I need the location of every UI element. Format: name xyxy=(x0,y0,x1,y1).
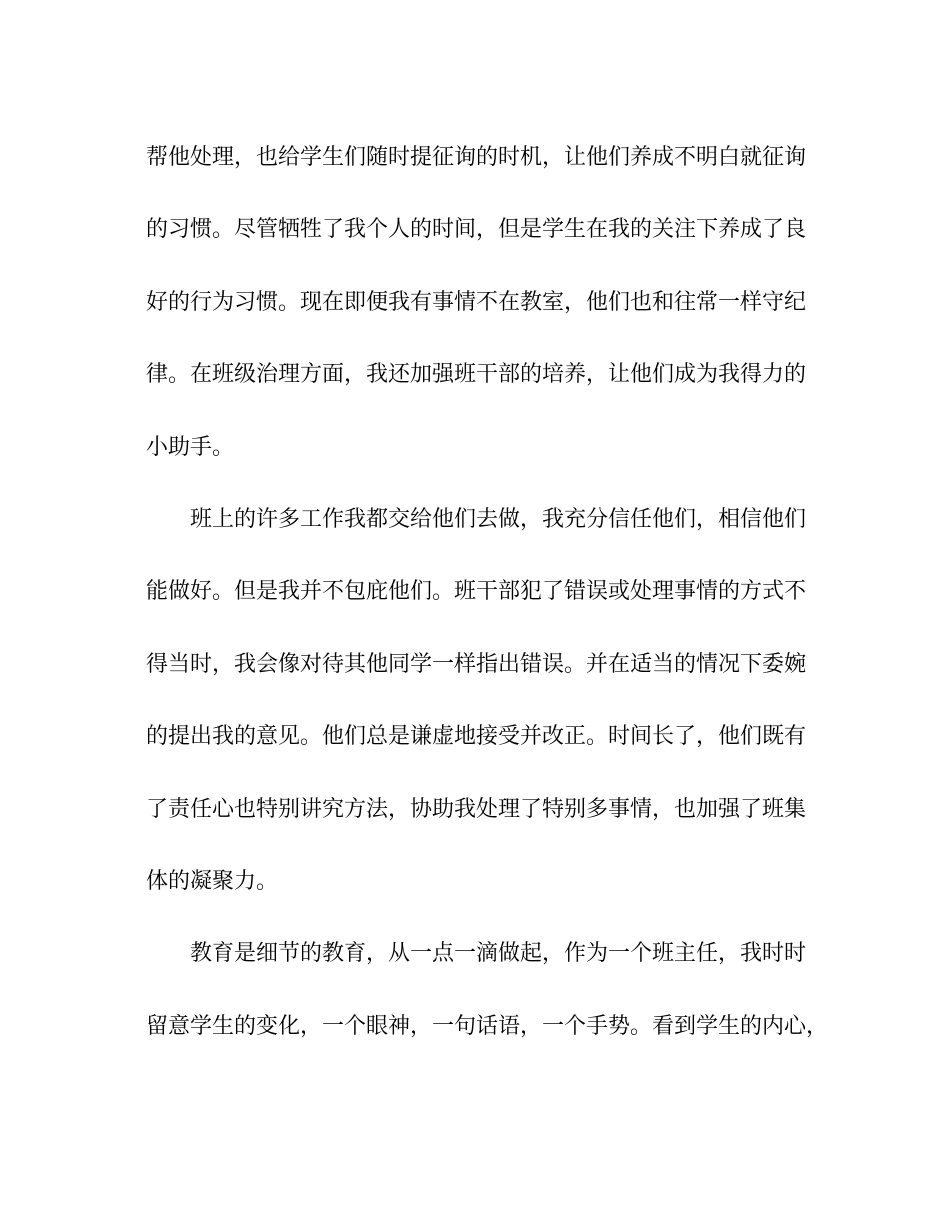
text-line: 了责任心也特别讲究方法，协助我处理了特别多事情，也加强了班集 xyxy=(146,796,807,822)
text-line: 得当时，我会像对待其他同学一样指出错误。并在适当的情况下委婉 xyxy=(146,651,807,677)
text-line: 的习惯。尽管牺牲了我个人的时间，但是学生在我的关注下养成了良 xyxy=(146,217,807,243)
text-line: 能做好。但是我并不包庇他们。班干部犯了错误或处理事情的方式不 xyxy=(146,579,807,605)
text-line: 帮他处理，也给学生们随时提征询的时机，让他们养成不明白就征询 xyxy=(146,145,807,170)
paragraph-start-line: 教育是细节的教育，从一点一滴做起，作为一个班主任，我时时 xyxy=(190,941,807,967)
paragraph-start-line: 班上的许多工作我都交给他们去做，我充分信任他们，相信他们 xyxy=(190,506,807,532)
text-line: 体的凝聚力。 xyxy=(146,868,279,894)
text-line: 好的行为习惯。现在即便我有事情不在教室，他们也和往常一样守纪 xyxy=(146,289,807,315)
text-line: 的提出我的意见。他们总是谦虚地接受并改正。时间长了，他们既有 xyxy=(146,724,807,750)
text-line: 律。在班级治理方面，我还加强班干部的培养，让他们成为我得力的 xyxy=(146,362,807,388)
text-line: 留意学生的变化，一个眼神，一句话语，一个手势。看到学生的内心， xyxy=(146,1013,829,1039)
text-line: 小助手。 xyxy=(146,434,235,460)
body-text xyxy=(146,134,829,1075)
